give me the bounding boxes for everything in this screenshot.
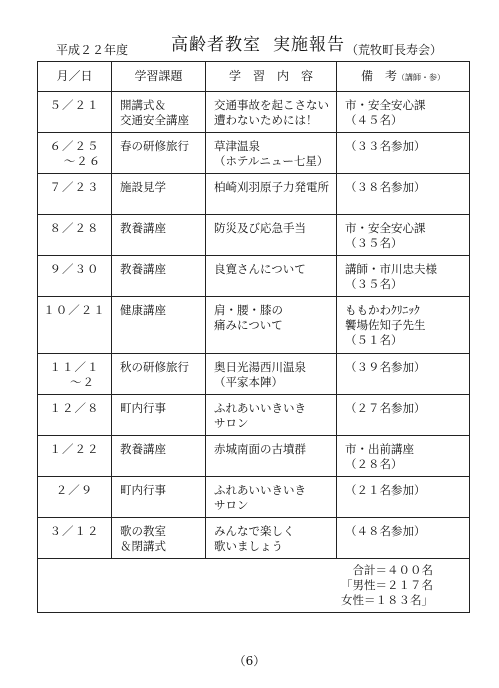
date-cell-line: ３／１２ [49,524,100,538]
notes-cell-line: （２７名参加） [345,401,426,415]
date-cell-line: １１／１ [49,360,100,374]
notes-cell-line: （３５名） [345,277,403,291]
table-row [38,518,470,559]
content-cell-line: 交通事故を起こさない [214,98,329,112]
notes-cell [337,174,470,215]
notes-cell [337,297,470,354]
header-notes-label: 備 考 [360,68,397,83]
notes-cell [337,354,470,395]
notes-cell [337,518,470,559]
organization-label: （荒牧町長寿会） [346,43,443,57]
table-row [38,133,470,174]
date-cell-line: ～２６ [63,154,102,168]
table-row [38,215,470,256]
content-cell-line: サロン [214,498,249,512]
date-cell-line: ～２ [70,375,95,389]
notes-cell-line: （５１名） [345,333,403,347]
content-cell-line: 遭わないためには！ [214,113,318,127]
date-cell-line: ６／２５ [49,139,100,153]
content-cell-line: みんなで楽しく [214,524,295,538]
content-cell-line: 歌いましょう [214,539,283,553]
notes-cell [337,92,470,133]
table-header-row [38,62,470,92]
subject-cell [112,174,206,215]
totals-row [38,559,470,613]
subject-cell [112,92,206,133]
content-cell [206,297,337,354]
content-cell [206,215,337,256]
total-count: 合計＝４００名 [352,563,433,577]
header-date: 月／日 [38,62,112,92]
subject-cell-line: 健康講座 [120,303,166,317]
content-cell-line: 柏崎刈羽原子力発電所 [214,180,329,194]
notes-cell-line: （３８名参加） [345,180,426,194]
content-cell-line: 赤城南面の古墳群 [214,442,306,456]
subject-cell-line: 町内行事 [120,483,166,497]
notes-cell [337,395,470,436]
content-cell-line: ふれあいいきいき [214,401,306,415]
content-cell-line: ふれあいいきいき [214,483,306,497]
male-count: 「男性＝２１７名 [341,578,433,592]
fiscal-year-label: 平成２２年度 [56,43,129,57]
header-subject: 学習課題 [112,62,206,92]
content-cell-line: 奥日光湯西川温泉 [214,360,306,374]
date-cell-line: ７／２３ [49,180,100,194]
header-content: 学 習 内 容 [206,62,337,92]
notes-cell-line: 市・出前講座 [345,442,414,456]
date-cell-line: １０／２１ [43,303,106,317]
subject-cell-line: ＆閉講式 [120,539,166,553]
table-row [38,477,470,518]
content-cell-line: （ホテルニュー七星） [214,154,329,168]
date-cell-line: １／２２ [49,442,100,456]
subject-cell [112,133,206,174]
female-count: 女性＝１８３名」 [341,593,433,607]
content-cell [206,133,337,174]
table-row [38,436,470,477]
content-cell [206,174,337,215]
notes-cell [337,436,470,477]
content-cell-line: 肩・腰・膝の [214,303,283,317]
date-cell [38,436,112,477]
table-body [38,92,470,613]
date-cell-line: ９／３０ [49,262,100,276]
table-row [38,395,470,436]
content-cell [206,395,337,436]
content-cell-line: 良寛さんについて [214,262,306,276]
content-cell-line: サロン [214,416,249,430]
content-cell-line: 痛みについて [214,318,283,332]
header-notes-small: （講師・参） [397,72,445,82]
date-cell [38,256,112,297]
date-cell [38,297,112,354]
notes-cell-line: 市・安全安心課 [345,221,426,235]
subject-cell [112,297,206,354]
subject-cell [112,477,206,518]
subject-cell [112,436,206,477]
content-cell [206,256,337,297]
notes-cell-line: （３５名） [345,236,403,250]
content-cell [206,92,337,133]
report-table [37,61,470,613]
subject-cell-line: 町内行事 [120,401,166,415]
subject-cell-line: 施設見学 [120,180,166,194]
subject-cell-line: 教養講座 [120,221,166,235]
content-cell-line: 草津温泉 [214,139,260,153]
subject-cell-line: 歌の教室 [120,524,166,538]
date-cell [38,518,112,559]
notes-cell-line: （３３名参加） [345,139,426,153]
subject-cell-line: 交通安全講座 [120,113,189,127]
subject-cell-line: 開講式＆ [120,98,166,112]
subject-cell [112,215,206,256]
header-notes [337,62,470,92]
date-cell [38,354,112,395]
title-part-1: 高齢者教室 [171,35,261,55]
content-cell-line: （平家本陣） [214,375,283,389]
table-row [38,354,470,395]
subject-cell-line: 教養講座 [120,442,166,456]
date-cell-line: １２／８ [49,401,100,415]
notes-cell-line: （２１名参加） [345,483,426,497]
notes-cell-line: （４８名参加） [345,524,426,538]
content-cell [206,518,337,559]
title-part-2: 実施報告 [273,35,345,55]
date-cell [38,92,112,133]
content-cell [206,354,337,395]
content-cell [206,477,337,518]
notes-cell-line: 講師・市川忠夫様 [345,262,437,276]
table-row [38,256,470,297]
content-cell [206,436,337,477]
totals-cell [38,559,470,613]
subject-cell [112,395,206,436]
date-cell [38,395,112,436]
notes-cell [337,477,470,518]
date-cell-line: ２／９ [55,483,94,497]
notes-cell-line: （３９名参加） [345,360,426,374]
subject-cell-line: 秋の研修旅行 [120,360,189,374]
notes-cell-line: 市・安全安心課 [345,98,426,112]
subject-cell [112,354,206,395]
notes-cell-line: （４５名） [345,113,403,127]
subject-cell [112,518,206,559]
page-number: （6） [233,654,266,668]
table-row [38,92,470,133]
date-cell-line: ８／２８ [49,221,100,235]
date-cell [38,477,112,518]
subject-cell-line: 春の研修旅行 [120,139,189,153]
date-cell [38,215,112,256]
notes-cell [337,215,470,256]
notes-cell [337,256,470,297]
date-cell [38,174,112,215]
notes-cell-line: 饗場佐知子先生 [345,318,426,332]
subject-cell-line: 教養講座 [120,262,166,276]
notes-cell-line: ももかわｸﾘﾆｯｸ [345,303,420,317]
notes-cell-line: （２８名） [345,457,403,471]
table-row [38,174,470,215]
page-title [171,30,345,55]
date-cell-line: ５／２１ [49,98,100,112]
date-cell [38,133,112,174]
subject-cell [112,256,206,297]
notes-cell [337,133,470,174]
table-row [38,297,470,354]
content-cell-line: 防災及び応急手当 [214,221,306,235]
